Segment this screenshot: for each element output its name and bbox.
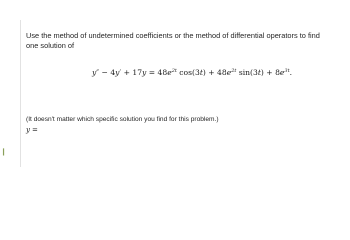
answer-label: y [26,125,30,134]
question-prompt: Use the method of undetermined coefficients or the method of differential operators to find one solution of [26,31,320,50]
answer-input[interactable] [40,125,100,134]
differential-equation [92,68,292,77]
eq-period: . [289,68,293,77]
eq-term: ′ + 17 [119,68,143,77]
eq-exp-base: e [226,68,232,77]
corner-indicator: ▎ [3,150,8,156]
eq-equals: = 48 [146,68,168,77]
eq-term: ) + 48 [202,68,227,77]
eq-exponent: 2t [171,68,177,74]
eq-term: cos(3 [176,68,200,77]
eq-y: y [92,68,97,77]
eq-y: y [115,68,120,77]
eq-t: t [257,68,261,77]
eq-term: ″ − 4 [96,68,116,77]
answer-equals: = [31,125,38,134]
eq-exp-base: e [279,68,285,77]
eq-exponent: 2t [231,68,237,74]
eq-exp-base: e [167,68,172,77]
question-note: (It doesn't matter which specific solution you find for this problem.) [26,116,219,123]
eq-term: sin(3 [236,68,258,77]
question-card [20,20,331,167]
eq-exponent: 3t [284,68,290,74]
eq-y: y [142,68,147,77]
eq-term: ) + 8 [260,68,280,77]
answer-row [26,125,100,134]
eq-t: t [199,68,203,77]
